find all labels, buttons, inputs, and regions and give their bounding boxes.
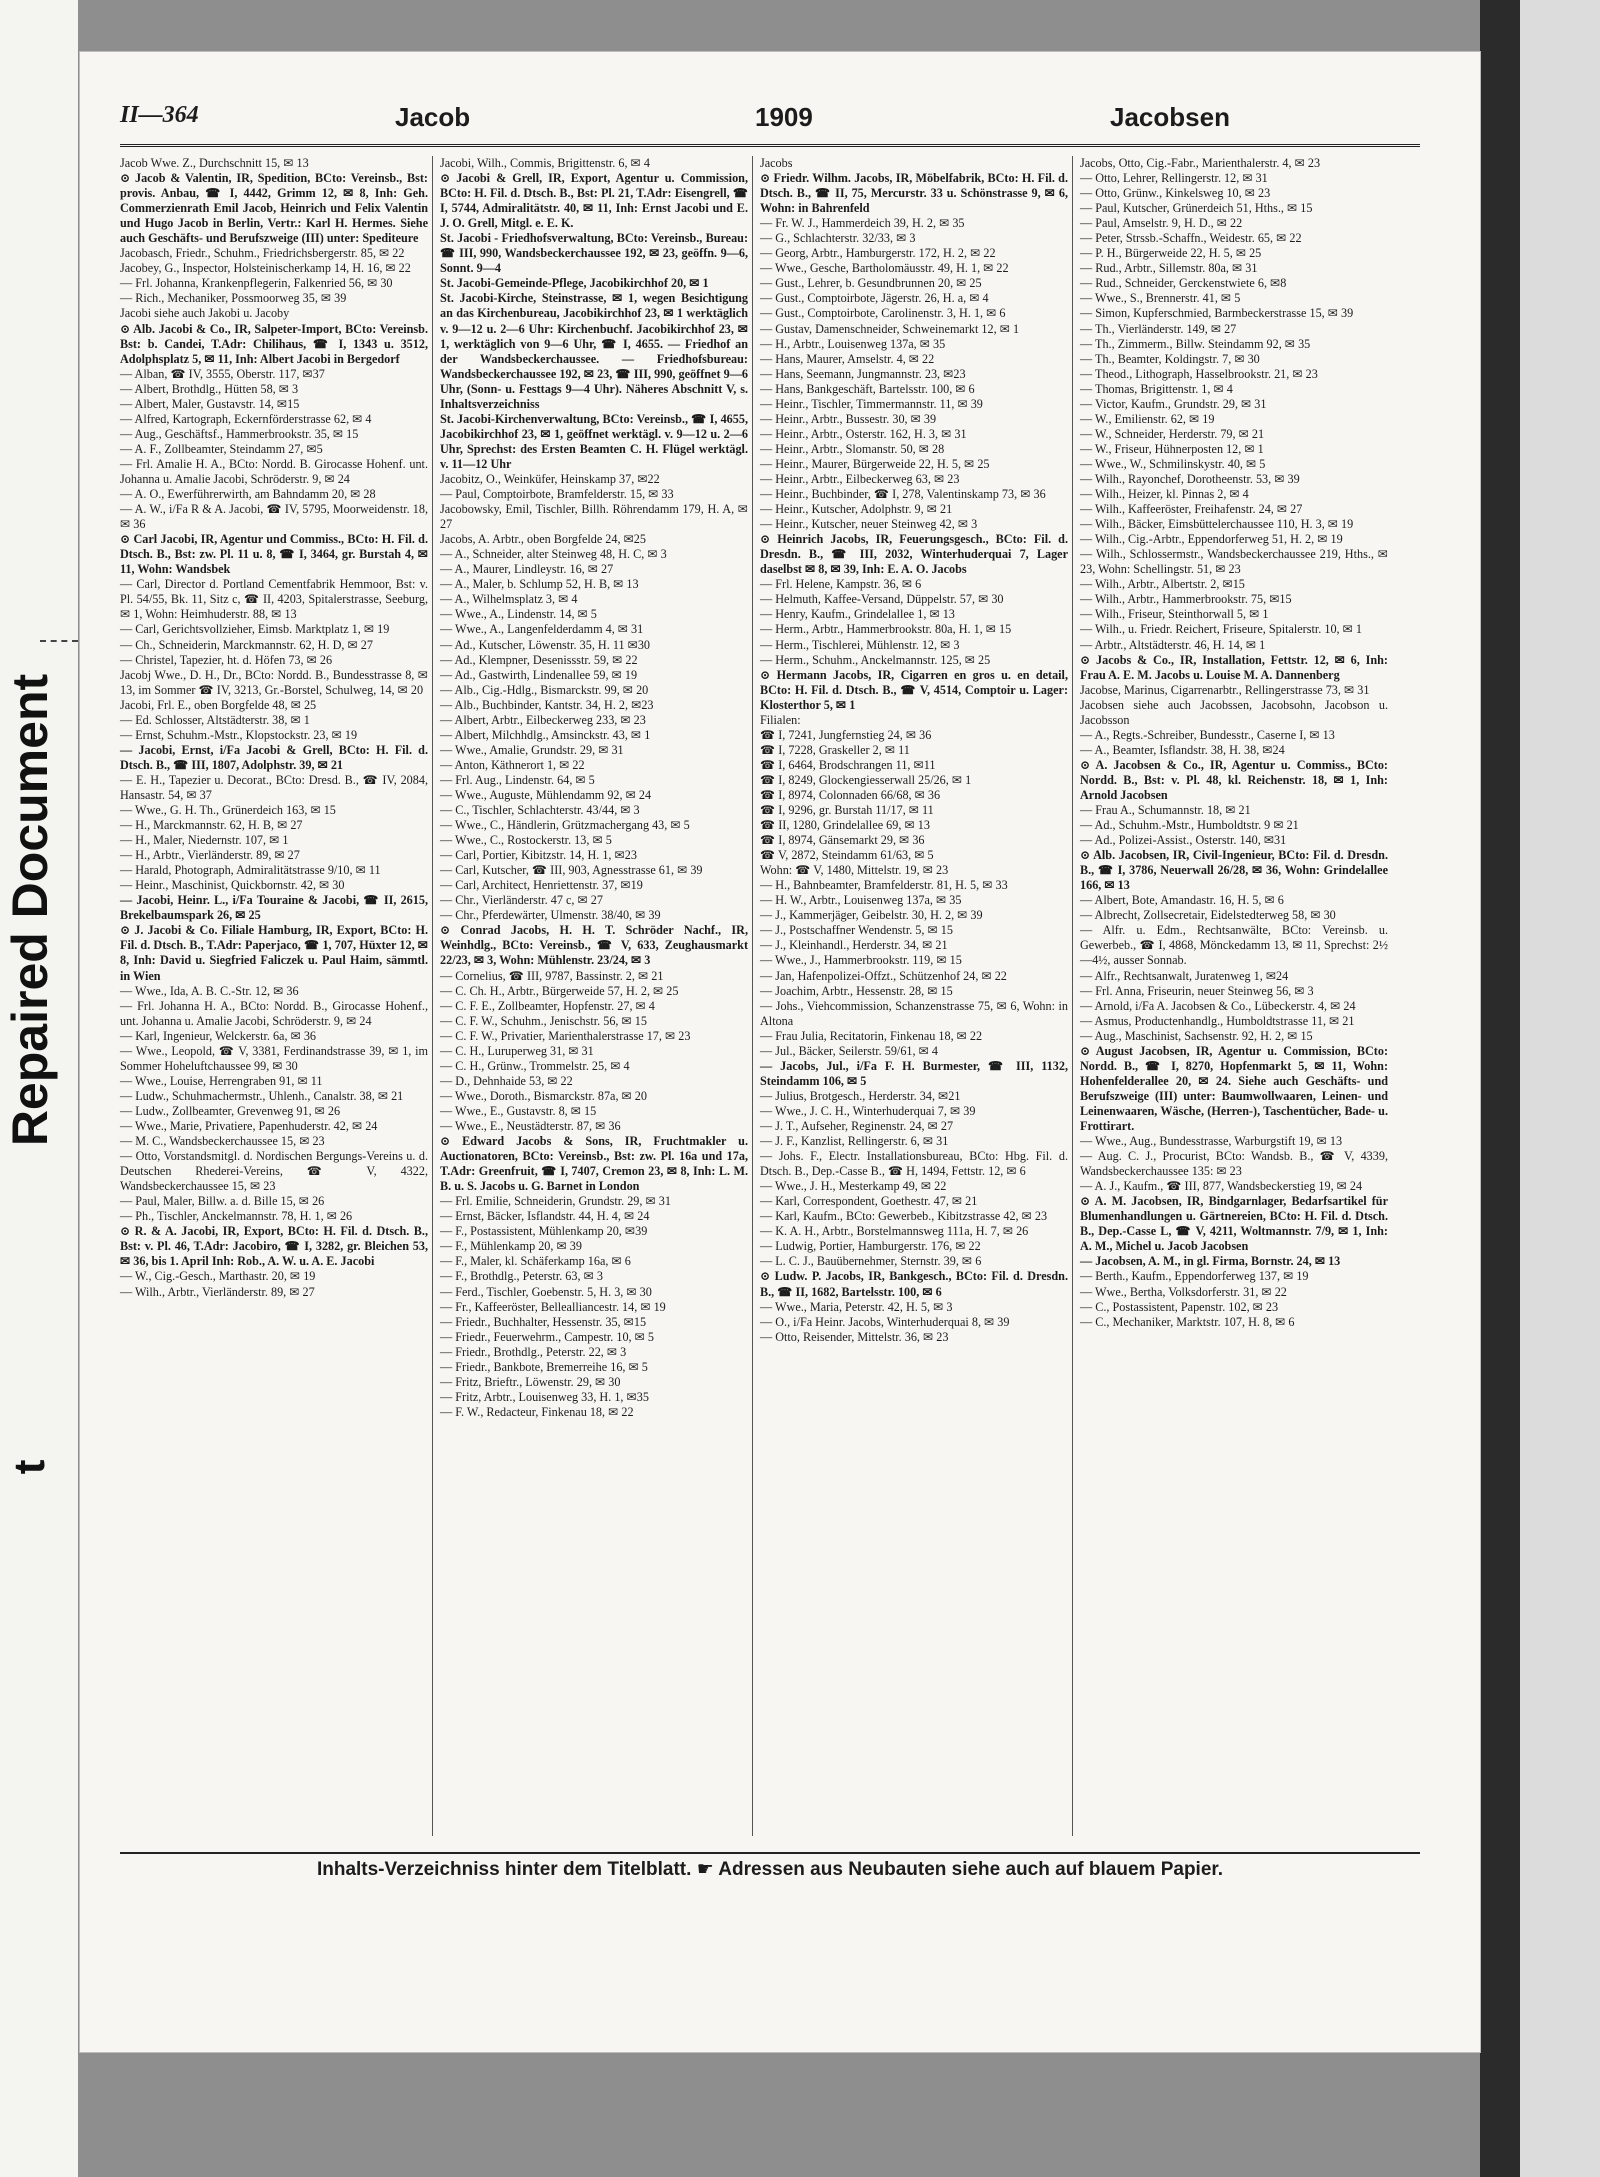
directory-entry: — O., i/Fa Heinr. Jacobs, Winterhuderquai 8, ✉ 39 xyxy=(760,1314,1010,1329)
directory-entry: — Aug., Maschinist, Sachsenstr. 92, H. 2, ✉ 15 xyxy=(1080,1028,1313,1043)
directory-entry: — Ernst, Bäcker, Isflandstr. 44, H. 4, ✉ 24 xyxy=(440,1209,650,1224)
directory-entry: — F., Brothdlg., Peterstr. 63, ✉ 3 xyxy=(440,1269,603,1284)
directory-entry: — Jacobs, Jul., i/Fa F. H. Burmester, ☎ III, 1132, Steindamm 106, ✉ 5 xyxy=(760,1058,1068,1088)
directory-entry: — Heinr., Arbtr., Osterstr. 162, H. 3, ✉ 31 xyxy=(760,426,967,441)
directory-entry: — Hans, Maurer, Amselstr. 4, ✉ 22 xyxy=(760,351,935,366)
directory-entry: Jacob Wwe. Z., Durchschnitt 15, ✉ 13 xyxy=(120,156,309,170)
directory-entry: — Fr., Kaffeeröster, Bellealliancestr. 14, ✉ 19 xyxy=(440,1299,666,1314)
directory-entry: — Wilh., Arbtr., Vierländerstr. 89, ✉ 27 xyxy=(120,1284,315,1299)
directory-entry: ⊙ August Jacobsen, IR, Agentur u. Commission, BCto: Nordd. B., ☎ I, 8270, Hopfenmarkt 5, ✉ 11, Wohn: Hohenfelderallee 20, ✉ 24. Siehe auch Geschäfts- und Berufszweige (III) unter: Baumwollwaaren, Leinen- und Leinenwaaren, Wäsche, (Herren-), Taschentücher, Bade- u. Frottirart. xyxy=(1080,1043,1388,1133)
directory-entry: — C. F. W., Privatier, Marienthalerstrasse 17, ✉ 23 xyxy=(440,1028,691,1043)
directory-entry: — C., Mechaniker, Marktstr. 107, H. 8, ✉ 6 xyxy=(1080,1314,1295,1329)
directory-entry: Jacobitz, O., Weinküfer, Heinskamp 37, ✉22 xyxy=(440,471,660,486)
directory-entry: — M. C., Wandsbeckerchaussee 15, ✉ 23 xyxy=(120,1134,325,1149)
directory-entry: Jacobse, Marinus, Cigarrenarbtr., Rellingerstrasse 73, ✉ 31 xyxy=(1080,682,1370,697)
directory-entry: — J., Kleinhandl., Herderstr. 34, ✉ 21 xyxy=(760,938,948,953)
directory-entry: Jacobs xyxy=(760,156,793,170)
directory-entry: — Ch., Schneiderin, Marckmannstr. 62, H. D, ✉ 27 xyxy=(120,637,373,652)
directory-entry: ☎ V, 2872, Steindamm 61/63, ✉ 5 xyxy=(760,848,934,863)
directory-entry: — Wwe., Amalie, Grundstr. 29, ✉ 31 xyxy=(440,742,624,757)
directory-entry: — J. F., Kanzlist, Rellingerstr. 6, ✉ 31 xyxy=(760,1134,949,1149)
directory-entry: — Ad., Polizei-Assist., Osterstr. 140, ✉31 xyxy=(1080,833,1287,848)
directory-entry: — Wilh., Heizer, kl. Pinnas 2, ✉ 4 xyxy=(1080,487,1249,502)
directory-entry: — Hans, Seemann, Jungmannstr. 23, ✉23 xyxy=(760,366,966,381)
directory-entry: — Wwe., Bertha, Volksdorferstr. 31, ✉ 22 xyxy=(1080,1284,1287,1299)
directory-entry: — Wwe., C., Rostockerstr. 13, ✉ 5 xyxy=(440,833,612,848)
directory-entry: — Wilh., Arbtr., Albertstr. 2, ✉15 xyxy=(1080,577,1245,592)
directory-entry: — Karl, Ingenieur, Welckerstr. 6a, ✉ 36 xyxy=(120,1028,317,1043)
directory-entry: — Wwe., W., Schmilinskystr. 40, ✉ 5 xyxy=(1080,456,1266,471)
directory-entry: — Ph., Tischler, Anckelmannstr. 78, H. 1, ✉ 26 xyxy=(120,1209,353,1224)
directory-entry: — A., Beamter, Isflandstr. 38, H. 38, ✉24 xyxy=(1080,742,1285,757)
directory-entry: — Wwe., Aug., Bundesstrasse, Warburgstift 19, ✉ 13 xyxy=(1080,1134,1343,1149)
directory-entry: — Albrecht, Zollsecretair, Eidelstedterweg 58, ✉ 30 xyxy=(1080,908,1336,923)
directory-entry: — Friedr., Brothdlg., Peterstr. 22, ✉ 3 xyxy=(440,1344,627,1359)
directory-entry: — Heinr., Buchbinder, ☎ I, 278, Valentinskamp 73, ✉ 36 xyxy=(760,487,1046,502)
directory-entry: — A. F., Zollbeamter, Steindamm 27, ✉5 xyxy=(120,441,323,456)
directory-entry: — Gustav, Damenschneider, Schweinemarkt 12, ✉ 1 xyxy=(760,321,1020,336)
directory-entry: ⊙ Carl Jacobi, IR, Agentur und Commiss., BCto: H. Fil. d. Dtsch. B., Bst: zw. Pl. 11 u. 8, ☎ I, 3464, gr. Burstah 4, ✉ 11, Wohn: Wandsbek xyxy=(120,532,428,577)
directory-entry: — Gust., Comptoirbote, Jägerstr. 26, H. a, ✉ 4 xyxy=(760,291,989,306)
directory-entry: — Frl. Amalie H. A., BCto: Nordd. B. Girocasse Hohenf. unt. Johanna u. Amalie Jacobi, Schröderstr. 9, ✉ 24 xyxy=(120,456,428,486)
directory-entry: ⊙ Jacobi & Grell, IR, Export, Agentur u. Commission, BCto: H. Fil. d. Dtsch. B., Bst: Pl. 21, T.Adr: Eisengrell, ☎ I, 5744, Admiralitätstr. 40, ✉ 11, Inh: Ernst Jacobi und E. J. O. Grell, Mitgl. e. E. K. xyxy=(440,171,748,231)
directory-entry: — H., Maler, Niedernstr. 107, ✉ 1 xyxy=(120,833,289,848)
directory-entry: ☎ I, 6464, Brodschrangen 11, ✉11 xyxy=(760,757,936,772)
directory-entry: — Alb., Buchbinder, Kantstr. 34, H. 2, ✉23 xyxy=(440,697,654,712)
directory-entry: — Heinr., Kutscher, Adolphstr. 9, ✉ 21 xyxy=(760,502,953,517)
column-divider xyxy=(752,156,753,1836)
directory-entry: — A. J., Kaufm., ☎ III, 877, Wandsbeckerstieg 19, ✉ 24 xyxy=(1080,1179,1363,1194)
directory-entry: ⊙ Alb. Jacobsen, IR, Civil-Ingenieur, BCto: Fil. d. Dresdn. B., ☎ I, 3786, Neuerwall 26/28, ✉ 36, Wohn: Grindelallee 166, ✉ 13 xyxy=(1080,848,1388,893)
directory-entry: St. Jacobi-Gemeinde-Pflege, Jacobikirchhof 20, ✉ 1 xyxy=(440,276,709,291)
directory-entry: — Th., Beamter, Koldingstr. 7, ✉ 30 xyxy=(1080,351,1260,366)
directory-entry: — Rud., Schneider, Gerckenstwiete 6, ✉8 xyxy=(1080,276,1287,291)
directory-entry: — Wilh., Schlossermstr., Wandsbeckerchaussee 219, Hths., ✉ 23, Wohn: Schellingstr. 51, ✉ 23 xyxy=(1080,547,1388,577)
directory-entry: — Wwe., Marie, Privatiere, Papenhuderstr. 42, ✉ 24 xyxy=(120,1119,378,1133)
directory-entry: Jacobi, Frl. E., oben Borgfelde 48, ✉ 25 xyxy=(120,697,317,712)
directory-entry: — Johs., Viehcommission, Schanzenstrasse 75, ✉ 6, Wohn: in Altona xyxy=(760,998,1068,1028)
directory-entry: — W., Cig.-Gesch., Marthastr. 20, ✉ 19 xyxy=(120,1269,316,1284)
directory-entry: — Ad., Kutscher, Löwenstr. 35, H. 11 ✉30 xyxy=(440,637,651,652)
directory-entry: — Albert, Arbtr., Eilbeckerweg 233, ✉ 23 xyxy=(440,712,646,727)
directory-entry: — Theod., Lithograph, Hasselbrookstr. 21, ✉ 23 xyxy=(1080,366,1318,381)
directory-entry: — Heinr., Tischler, Timmermannstr. 11, ✉ 39 xyxy=(760,396,983,411)
directory-entry: — W., Friseur, Hühnerposten 12, ✉ 1 xyxy=(1080,441,1264,456)
directory-entry: — Frl. Anna, Friseurin, neuer Steinweg 56, ✉ 3 xyxy=(1080,983,1314,998)
directory-entry: — Paul, Maler, Billw. a. d. Bille 15, ✉ 26 xyxy=(120,1194,325,1209)
directory-entry: — Heinr., Arbtr., Eilbeckerweg 63, ✉ 23 xyxy=(760,471,960,486)
directory-entry: — Ernst, Schuhm.-Mstr., Klopstockstr. 23, ✉ 19 xyxy=(120,727,358,742)
directory-entry: — E. H., Tapezier u. Decorat., BCto: Dresd. B., ☎ IV, 2084, Hansastr. 54, ✉ 37 xyxy=(120,772,428,802)
directory-entry: — Wilh., Arbtr., Hammerbrookstr. 75, ✉15 xyxy=(1080,592,1292,607)
directory-entry: ⊙ Jacob & Valentin, IR, Spedition, BCto: Vereinsb., Bst: provis. Anbau, ☎ I, 4442, Grimm 12, ✉ 8, Inh: Geh. Commerzienrath Emil Jacob, Heinrich und Felix Valentin und Hugo Jacob in Berlin, Vertr.: Karl H. Hermes. Siehe auch Geschäfts- und Berufszweige (III) unter: Spediteure xyxy=(120,171,428,246)
directory-entry: — Ludw., Zollbeamter, Grevenweg 91, ✉ 26 xyxy=(120,1103,341,1118)
page-header xyxy=(120,102,1420,142)
directory-entry: — Wwe., A., Langenfelderdamm 4, ✉ 31 xyxy=(440,622,644,637)
directory-entry: ⊙ Alb. Jacobi & Co., IR, Salpeter-Import, BCto: Vereinsb. Bst: b. Candei, T.Adr: Chilihaus, ☎ I, 1343 u. 3512, Adolphsplatz 5, ✉ 11, Inh: Albert Jacobi in Bergedorf xyxy=(120,321,428,366)
directory-entry: — Carl, Gerichtsvollzieher, Eimsb. Marktplatz 1, ✉ 19 xyxy=(120,622,390,637)
directory-entry: ⊙ J. Jacobi & Co. Filiale Hamburg, IR, Export, BCto: H. Fil. d. Dtsch. B., T.Adr: Paperjaco, ☎ 1, 707, Hüxter 12, ✉ 8, Inh: David u. Siegfried Faliczek u. Paul Haim, sämmtl. in Wien xyxy=(120,923,428,983)
scan-margin-right xyxy=(1520,0,1600,2177)
directory-entry: — Frl. Johanna H. A., BCto: Nordd. B., Girocasse Hohenf., unt. Johanna u. Amalie Jacobi, Schröderstr. 9, ✉ 24 xyxy=(120,998,428,1028)
directory-entry: — Gust., Comptoirbote, Carolinenstr. 3, H. 1, ✉ 6 xyxy=(760,306,1006,321)
directory-entry: — A., Wilhelmsplatz 3, ✉ 4 xyxy=(440,592,578,607)
directory-entry: — Jan, Hafenpolizei-Offzt., Schützenhof 24, ✉ 22 xyxy=(760,968,1007,983)
directory-entry: — Otto, Grünw., Kinkelsweg 10, ✉ 23 xyxy=(1080,186,1271,201)
directory-entry: — F., Maler, kl. Schäferkamp 16a, ✉ 6 xyxy=(440,1254,631,1269)
directory-entry: — Heinr., Maurer, Bürgerweide 22, H. 5, ✉ 25 xyxy=(760,456,990,471)
directory-entry: Jacobi siehe auch Jakobi u. Jacoby xyxy=(120,306,290,321)
directory-entry: — Jacobi, Heinr. L., i/Fa Touraine & Jacobi, ☎ II, 2615, Brekelbaumspark 26, ✉ 25 xyxy=(120,893,428,923)
directory-entry: — Alfr. u. Edm., Rechtsanwälte, BCto: Vereinsb. u. Gewerbeb., ☎ I, 4868, Mönckedamm 13, ✉ 11, Sprechst: 2½—4½, ausser Sonnab. xyxy=(1080,923,1388,968)
directory-entry: — Wwe., Auguste, Mühlendamm 92, ✉ 24 xyxy=(440,787,652,802)
directory-entry: — Fr. W. J., Hammerdeich 39, H. 2, ✉ 35 xyxy=(760,216,965,231)
directory-entry: — Cornelius, ☎ III, 9787, Bassinstr. 2, ✉ 21 xyxy=(440,968,664,983)
directory-entry: ⊙ R. & A. Jacobi, IR, Export, BCto: H. Fil. d. Dtsch. B., Bst: v. Pl. 46, T.Adr: Jacobiro, ☎ I, 3282, gr. Bleichen 53, ✉ 36, bis 1. April Inh: Rob., A. W. u. A. E. Jacobi xyxy=(120,1224,428,1269)
directory-entry: — D., Dehnhaide 53, ✉ 22 xyxy=(440,1073,573,1088)
directory-entry: — K. A. H., Arbtr., Borstelmannsweg 111a, H. 7, ✉ 26 xyxy=(760,1224,1029,1239)
directory-entry: — H., Bahnbeamter, Bramfelderstr. 81, H. 5, ✉ 33 xyxy=(760,878,1008,893)
directory-entry: — L. C. J., Bauübernehmer, Sternstr. 39, ✉ 6 xyxy=(760,1254,982,1269)
cut-line xyxy=(40,640,78,642)
directory-entry: — Frl. Helene, Kampstr. 36, ✉ 6 xyxy=(760,577,922,592)
directory-entry: — Julius, Brotgesch., Herderstr. 34, ✉21 xyxy=(760,1088,961,1103)
directory-entry: Jacobs, A. Arbtr., oben Borgfelde 24, ✉25 xyxy=(440,532,646,547)
directory-entry: — Paul, Amselstr. 9, H. D., ✉ 22 xyxy=(1080,216,1243,231)
directory-entry: ⊙ Conrad Jacobs, H. H. T. Schröder Nachf., IR, Weinhdlg., BCto: Vereinsb., ☎ V, 633, Zeughausmarkt 22/23, ✉ 3, Wohn: Mühlenstr. 23/24, ✉ 3 xyxy=(440,923,748,968)
directory-entry: — C. H., Luruperweg 31, ✉ 31 xyxy=(440,1043,594,1058)
directory-entry: — Wilh., Rayonchef, Dorotheenstr. 53, ✉ 39 xyxy=(1080,471,1300,486)
directory-entry: — Otto, Lehrer, Rellingerstr. 12, ✉ 31 xyxy=(1080,171,1268,186)
directory-entry: — W., Emilienstr. 62, ✉ 19 xyxy=(1080,411,1215,426)
directory-page xyxy=(80,52,1480,2052)
directory-entry: Filialen: xyxy=(760,712,801,727)
directory-entry: ⊙ A. Jacobsen & Co., IR, Agentur u. Commiss., BCto: Nordd. B., Bst: v. Pl. 48, kl. Reichenstr. 18, ✉ 1, Inh: Arnold Jacobsen xyxy=(1080,757,1388,802)
directory-entry: — C. F. E., Zollbeamter, Hopfenstr. 27, ✉ 4 xyxy=(440,998,655,1013)
directory-entry: — Friedr., Bankbote, Bremerreihe 16, ✉ 5 xyxy=(440,1359,648,1374)
directory-entry: — H., Marckmannstr. 62, H. B, ✉ 27 xyxy=(120,818,303,833)
directory-entry: — Th., Vierländerstr. 149, ✉ 27 xyxy=(1080,321,1237,336)
directory-entry: — Wwe., E., Gustavstr. 8, ✉ 15 xyxy=(440,1103,597,1118)
directory-entry: — Wwe., G. H. Th., Grünerdeich 163, ✉ 15 xyxy=(120,803,336,818)
directory-entry: — A. W., i/Fa R & A. Jacobi, ☎ IV, 5795, Moorweidenstr. 18, ✉ 36 xyxy=(120,502,428,532)
directory-entry: — Karl, Correspondent, Goethestr. 47, ✉ 21 xyxy=(760,1194,978,1209)
directory-entry: — Alban, ☎ IV, 3555, Oberstr. 117, ✉37 xyxy=(120,366,325,381)
directory-entry: Jacobsen siehe auch Jacobssen, Jacobsohn, Jacobson u. Jacobsson xyxy=(1080,697,1388,727)
directory-entry: — Berth., Kaufm., Eppendorferweg 137, ✉ 19 xyxy=(1080,1269,1309,1284)
directory-entry: ☎ I, 7228, Graskeller 2, ✉ 11 xyxy=(760,742,910,757)
directory-entry: — Fritz, Brieftr., Löwenstr. 29, ✉ 30 xyxy=(440,1374,621,1389)
directory-entry: — Chr., Pferdewärter, Ulmenstr. 38/40, ✉ 39 xyxy=(440,908,661,923)
directory-entry: — J., Kammerjäger, Geibelstr. 30, H. 2, ✉ 39 xyxy=(760,908,983,923)
directory-entry: — Carl, Architect, Henriettenstr. 37, ✉19 xyxy=(440,878,643,893)
directory-entry: — Wwe., Doroth., Bismarckstr. 87a, ✉ 20 xyxy=(440,1088,647,1103)
directory-entry: St. Jacobi-Kirchenverwaltung, BCto: Vereinsb., ☎ I, 4655, Jacobikirchhof 23, ✉ 1, geöffnet werktägl. v. 9—12 u. 2—6 Uhr, Sprechst: des Ersten Beamten C. H. Flügel werktägl. v. 11—12 Uhr xyxy=(440,411,748,471)
column-2 xyxy=(440,156,748,1420)
directory-entry: — A., Maurer, Lindleystr. 16, ✉ 27 xyxy=(440,562,614,577)
directory-entry: — Wilh., Cig.-Arbtr., Eppendorferweg 51, H. 2, ✉ 19 xyxy=(1080,532,1343,547)
directory-entry: — A. O., Ewerführerwirth, am Bahndamm 20, ✉ 28 xyxy=(120,487,376,502)
directory-entry: — Peter, Strssb.-Schaffn., Weidestr. 65, ✉ 22 xyxy=(1080,231,1302,246)
header-right-word: Jacobsen xyxy=(1110,102,1230,132)
directory-entry: — Aug., Geschäftsf., Hammerbrookstr. 35, ✉ 15 xyxy=(120,426,359,441)
directory-entry: — Carl, Portier, Kibitzstr. 14, H. 1, ✉23 xyxy=(440,848,637,863)
directory-entry: — Wilh., Bäcker, Eimsbüttelerchaussee 110, H. 3, ✉ 19 xyxy=(1080,517,1354,532)
directory-entry: — Heinr., Maschinist, Quickbornstr. 42, ✉ 30 xyxy=(120,878,345,893)
directory-entry: St. Jacobi-Kirche, Steinstrasse, ✉ 1, wegen Besichtigung an das Kirchenbureau, Jacobikirchhof 23, ✉ 1 werktäglich v. 9—12 u. 2—6 Uhr: Kirchenbuchf. Jacobikirchhof 23, ✉ 1, werktäglich von 9—6 Uhr, ☎ I, 4655. — Friedhof an der Wandsbeckerchaussee. — Friedhofsbureau: Wandsbeckerchaussee 192, ✉ 23, ☎ III, 990, geöffnet 9—6 Uhr, (Sonn- u. Festtags 9—4 Uhr). Näheres Abschnitt V, s. Inhaltsverzeichniss xyxy=(440,291,748,411)
directory-entry: — Wwe., S., Brennerstr. 41, ✉ 5 xyxy=(1080,291,1241,306)
directory-entry: — Joachim, Arbtr., Hessenstr. 28, ✉ 15 xyxy=(760,983,953,998)
directory-entry: — Wwe., E., Neustädterstr. 87, ✉ 36 xyxy=(440,1119,621,1133)
directory-entry: — Gust., Lehrer, b. Gesundbrunnen 20, ✉ 25 xyxy=(760,276,982,291)
directory-entry: — H., Arbtr., Louisenweg 137a, ✉ 35 xyxy=(760,336,946,351)
directory-entry: — Ad., Klempner, Desenissstr. 59, ✉ 22 xyxy=(440,652,638,667)
directory-entry: — Friedr., Buchhalter, Hessenstr. 35, ✉15 xyxy=(440,1314,647,1329)
directory-entry: ☎ I, 8974, Colonnaden 66/68, ✉ 36 xyxy=(760,787,941,802)
scan-gutter xyxy=(1480,0,1520,2177)
directory-entry: — Otto, Vorstandsmitgl. d. Nordischen Bergungs-Vereins u. d. Deutschen Rhederei-Vereins, ☎ V, 4322, Wandsbeckerchaussee 15, ✉ 23 xyxy=(120,1149,428,1194)
column-3 xyxy=(760,156,1068,1345)
directory-entry: — Alb., Cig.-Hdlg., Bismarckstr. 99, ✉ 20 xyxy=(440,682,649,697)
directory-entry: — Georg, Arbtr., Hamburgerstr. 172, H. 2, ✉ 22 xyxy=(760,246,996,261)
directory-entry: — Victor, Kaufm., Grundstr. 29, ✉ 31 xyxy=(1080,396,1267,411)
directory-entry: — Fritz, Arbtr., Louisenweg 33, H. 1, ✉35 xyxy=(440,1389,649,1404)
directory-entry: — A., Schneider, alter Steinweg 48, H. C, ✉ 3 xyxy=(440,547,667,562)
directory-entry: — Chr., Vierländerstr. 47 c, ✉ 27 xyxy=(440,893,603,908)
page-footer: Inhalts-Verzeichniss hinter dem Titelblatt. ☛ Adressen aus Neubauten siehe auch auf blauem Papier. xyxy=(120,1852,1420,1881)
header-left-word: Jacob xyxy=(395,102,471,132)
directory-entry: — Herm., Schuhm., Anckelmannstr. 125, ✉ 25 xyxy=(760,652,991,667)
directory-entry: — Asmus, Productenhandlg., Humboldtstrasse 11, ✉ 21 xyxy=(1080,1013,1355,1028)
directory-entry: — Frl. Johanna, Krankenpflegerin, Falkenried 56, ✉ 30 xyxy=(120,276,393,291)
directory-entry: — H., Arbtr., Vierländerstr. 89, ✉ 27 xyxy=(120,848,300,863)
directory-entry: — Wilh., Friseur, Steinthorwall 5, ✉ 1 xyxy=(1080,607,1269,622)
directory-entry: — Wilh., Kaffeeröster, Freihafenstr. 24, ✉ 27 xyxy=(1080,502,1303,517)
directory-entry: — Wwe., Gesche, Bartholomäusstr. 49, H. 1, ✉ 22 xyxy=(760,261,1009,276)
directory-entry: — P. H., Bürgerweide 22, H. 5, ✉ 25 xyxy=(1080,246,1262,261)
directory-entry: — Ludwig, Portier, Hamburgerstr. 176, ✉ 22 xyxy=(760,1239,981,1254)
directory-entry: — Wwe., J. H., Mesterkamp 49, ✉ 22 xyxy=(760,1179,947,1194)
directory-entry: Jacobey, G., Inspector, Holsteinischerkamp 14, H. 16, ✉ 22 xyxy=(120,261,411,276)
directory-entry: — Heinr., Kutscher, neuer Steinweg 42, ✉ 3 xyxy=(760,517,978,532)
directory-entry: — Thomas, Brigittenstr. 1, ✉ 4 xyxy=(1080,381,1233,396)
directory-entry: — Jacobsen, A. M., in gl. Firma, Bornstr. 24, ✉ 13 xyxy=(1080,1254,1341,1269)
directory-entry: — Otto, Reisender, Mittelstr. 36, ✉ 23 xyxy=(760,1329,949,1344)
directory-entry: — Karl, Kaufm., BCto: Gewerbeb., Kibitzstrasse 42, ✉ 23 xyxy=(760,1209,1048,1224)
directory-entry: — Albert, Brothdlg., Hütten 58, ✉ 3 xyxy=(120,381,299,396)
directory-entry: — Wwe., J., Hammerbrookstr. 119, ✉ 15 xyxy=(760,953,962,968)
directory-entry: — F. W., Redacteur, Finkenau 18, ✉ 22 xyxy=(440,1404,634,1419)
directory-entry: Jacobi, Wilh., Commis, Brigittenstr. 6, ✉ 4 xyxy=(440,156,650,170)
directory-entry: — Frau A., Schumannstr. 18, ✉ 21 xyxy=(1080,803,1251,818)
directory-entry: — Friedr., Feuerwehrm., Campestr. 10, ✉ 5 xyxy=(440,1329,654,1344)
directory-entry: — Carl, Director d. Portland Cementfabrik Hemmoor, Bst: v. Pl. 54/55, Bk. 11, Sitz c, ☎ II, 4203, Spitalerstrasse, Seeburg, ✉ 1, Wohn: Heimhuderstr. 88, ✉ 13 xyxy=(120,577,428,622)
directory-entry: — J., Postschaffner Wendenstr. 5, ✉ 15 xyxy=(760,923,953,938)
directory-entry: Jacobj Wwe., D. H., Dr., BCto: Nordd. B., Bundesstrasse 8, ✉ 13, im Sommer ☎ IV, 3213, Gr.-Borstel, Schulweg, 14, ✉ 20 xyxy=(120,667,428,697)
directory-entry: — Alfr., Rechtsanwalt, Juratenweg 1, ✉24 xyxy=(1080,968,1289,983)
directory-entry: — Jacobi, Ernst, i/Fa Jacobi & Grell, BCto: H. Fil. d. Dtsch. B., ☎ III, 1807, Adolphstr. 39, ✉ 21 xyxy=(120,742,428,772)
directory-entry: — Herm., Arbtr., Hammerbrookstr. 80a, H. 1, ✉ 15 xyxy=(760,622,1012,637)
directory-entry: — J. T., Aufseher, Reginenstr. 24, ✉ 27 xyxy=(760,1119,954,1133)
directory-entry: — C., Postassistent, Papenstr. 102, ✉ 23 xyxy=(1080,1299,1279,1314)
directory-entry: — Jul., Bäcker, Seilerstr. 59/61, ✉ 4 xyxy=(760,1043,938,1058)
directory-entry: — Harald, Photograph, Admiralitätstrasse 9/10, ✉ 11 xyxy=(120,863,381,878)
directory-entry: — Albert, Maler, Gustavstr. 14, ✉15 xyxy=(120,396,300,411)
directory-entry: — Wwe., A., Lindenstr. 14, ✉ 5 xyxy=(440,607,597,622)
directory-entry: — A., Regts.-Schreiber, Bundesstr., Caserne I, ✉ 13 xyxy=(1080,727,1335,742)
directory-entry: — Arnold, i/Fa A. Jacobsen & Co., Lübeckerstr. 4, ✉ 24 xyxy=(1080,998,1356,1013)
directory-entry: — Albert, Milchhdlg., Amsinckstr. 43, ✉ 1 xyxy=(440,727,651,742)
directory-entry: — C. H., Grünw., Trommelstr. 25, ✉ 4 xyxy=(440,1058,630,1073)
directory-entry: — Simon, Kupferschmied, Barmbeckerstrasse 15, ✉ 39 xyxy=(1080,306,1354,321)
column-1 xyxy=(120,156,428,1300)
directory-entry: — Ludw., Schuhmachermstr., Uhlenh., Canalstr. 38, ✉ 21 xyxy=(120,1088,404,1103)
repaired-document-stamp: Repaired Document xyxy=(2,673,58,1147)
directory-entry: — Helmuth, Kaffee-Versand, Düppelstr. 57, ✉ 30 xyxy=(760,592,1004,607)
column-divider xyxy=(1072,156,1073,1836)
directory-entry: — Herm., Tischlerei, Mühlenstr. 12, ✉ 3 xyxy=(760,637,960,652)
directory-entry: — C. Ch. H., Arbtr., Bürgerweide 57, H. 2, ✉ 25 xyxy=(440,983,679,998)
header-rule xyxy=(120,144,1420,147)
directory-entry: — Albert, Bote, Amandastr. 16, H. 5, ✉ 6 xyxy=(1080,893,1284,908)
directory-entry: — Heinr., Arbtr., Slomanstr. 50, ✉ 28 xyxy=(760,441,945,456)
directory-entry: ☎ I, 9296, gr. Burstah 11/17, ✉ 11 xyxy=(760,803,934,818)
directory-entry: — Aug. C. J., Procurist, BCto: Wandsb. B., ☎ V, 4339, Wandsbeckerchaussee 135: ✉ 23 xyxy=(1080,1149,1388,1179)
directory-entry: — Wwe., C., Händlerin, Grützmachergang 43, ✉ 5 xyxy=(440,818,690,833)
directory-entry: — Arbtr., Altstädterstr. 46, H. 14, ✉ 1 xyxy=(1080,637,1266,652)
directory-entry: St. Jacobi - Friedhofsverwaltung, BCto: Vereinsb., Bureau: ☎ III, 990, Wandsbeckerchaussee 192, ✉ 23, geöffn. 9—6, Sonnt. 9—4 xyxy=(440,231,748,276)
directory-entry: — Wwe., J. C. H., Winterhuderquai 7, ✉ 39 xyxy=(760,1103,976,1118)
directory-entry: — Frl. Aug., Lindenstr. 64, ✉ 5 xyxy=(440,772,595,787)
directory-entry: — Wwe., Ida, A. B. C.-Str. 12, ✉ 36 xyxy=(120,983,299,998)
directory-entry: ⊙ Jacobs & Co., IR, Installation, Fettstr. 12, ✉ 6, Inh: Frau A. E. M. Jacobs u. Louise M. A. Dannenberg xyxy=(1080,652,1388,682)
directory-entry: — Ferd., Tischler, Goebenstr. 5, H. 3, ✉ 30 xyxy=(440,1284,652,1299)
directory-entry: Jacobasch, Friedr., Schuhm., Friedrichsbergerstr. 85, ✉ 22 xyxy=(120,246,405,261)
directory-entry: ⊙ A. M. Jacobsen, IR, Bindgarnlager, Bedarfsartikel für Blumenhandlungen u. Gärtnereien, BCto: H. Fil. d. Dtsch. B., Dep.-Casse L, ☎ V, 4211, Woltmannstr. 7/9, ✉ 1, Inh: A. M., Michel u. Jacob Jacobsen xyxy=(1080,1194,1388,1254)
directory-entry: — Heinr., Arbtr., Bussestr. 30, ✉ 39 xyxy=(760,411,937,426)
directory-entry: ☎ I, 8249, Glockengiesserwall 25/26, ✉ 1 xyxy=(760,772,972,787)
directory-entry: — C. F. W., Schuhm., Jenischstr. 56, ✉ 15 xyxy=(440,1013,647,1028)
directory-entry: — Johs. F., Electr. Installationsbureau, BCto: Hbg. Fil. d. Dtsch. B., Dep.-Casse B., ☎ H, 1494, Fettstr. 12, ✉ 6 xyxy=(760,1149,1068,1179)
directory-entry: — Wilh., u. Friedr. Reichert, Friseure, Spitalerstr. 10, ✉ 1 xyxy=(1080,622,1362,637)
directory-entry: — W., Schneider, Herderstr. 79, ✉ 21 xyxy=(1080,426,1265,441)
column-4 xyxy=(1080,156,1388,1330)
column-divider xyxy=(432,156,433,1836)
directory-entry: — Th., Zimmerm., Billw. Steindamm 92, ✉ 35 xyxy=(1080,336,1311,351)
directory-entry: — Paul, Kutscher, Grünerdeich 51, Hths., ✉ 15 xyxy=(1080,201,1313,216)
directory-entry: — Alfred, Kartograph, Eckernförderstrasse 62, ✉ 4 xyxy=(120,411,372,426)
directory-entry: — Rud., Arbtr., Sillemstr. 80a, ✉ 31 xyxy=(1080,261,1258,276)
directory-entry: — C., Tischler, Schlachterstr. 43/44, ✉ 3 xyxy=(440,803,640,818)
directory-entry: — F., Mühlenkamp 20, ✉ 39 xyxy=(440,1239,582,1254)
directory-entry: — Henry, Kaufm., Grindelallee 1, ✉ 13 xyxy=(760,607,955,622)
directory-entry: — Wwe., Louise, Herrengraben 91, ✉ 11 xyxy=(120,1073,323,1088)
directory-entry: ⊙ Hermann Jacobs, IR, Cigarren en gros u. en detail, BCto: H. Fil. d. Dtsch. B., ☎ V, 4514, Comptoir u. Lager: Klosterthor 5, ✉ 1 xyxy=(760,667,1068,712)
directory-entry: — Ad., Gastwirth, Lindenallee 59, ✉ 19 xyxy=(440,667,638,682)
directory-entry: — Carl, Kutscher, ☎ III, 903, Agnesstrasse 61, ✉ 39 xyxy=(440,863,703,878)
directory-entry: — F., Postassistent, Mühlenkamp 20, ✉39 xyxy=(440,1224,648,1239)
directory-entry: — Anton, Käthnerort 1, ✉ 22 xyxy=(440,757,585,772)
directory-entry: ⊙ Heinrich Jacobs, IR, Feuerungsgesch., BCto: Fil. d. Dresdn. B., ☎ III, 2032, Winterhuderquai 7, Lager daselbst ✉ 8, ✉ 39, Inh: E. A. O. Jacobs xyxy=(760,532,1068,577)
directory-entry: — Ad., Schuhm.-Mstr., Humboldtstr. 9 ✉ 21 xyxy=(1080,818,1299,833)
directory-entry: — Frau Julia, Recitatorin, Finkenau 18, ✉ 22 xyxy=(760,1028,983,1043)
directory-entry: — Rich., Mechaniker, Possmoorweg 35, ✉ 39 xyxy=(120,291,347,306)
directory-entry: ⊙ Edward Jacobs & Sons, IR, Fruchtmakler u. Auctionatoren, BCto: Vereinsb., Bst: zw. Pl. 16a und 17a, T.Adr: Greenfruit, ☎ I, 7407, Cremon 23, ✉ 8, Inh: L. M. B. u. S. Jacobs u. G. Barnet in London xyxy=(440,1134,748,1194)
directory-entry: — Wwe., Leopold, ☎ V, 3381, Ferdinandstrasse 39, ✉ 1, im Sommer Hoheluftchaussee 99, ✉ 30 xyxy=(120,1043,428,1073)
directory-entry: ⊙ Friedr. Wilhm. Jacobs, IR, Möbelfabrik, BCto: H. Fil. d. Dtsch. B., ☎ II, 75, Mercurstr. 33 u. Schönstrasse 9, ✉ 6, Wohn: in Bahrenfeld xyxy=(760,171,1068,216)
directory-entry: — H. W., Arbtr., Louisenweg 137a, ✉ 35 xyxy=(760,893,962,908)
directory-entry: — Ed. Schlosser, Altstädterstr. 38, ✉ 1 xyxy=(120,712,310,727)
directory-entry: — A., Maler, b. Schlump 52, H. B, ✉ 13 xyxy=(440,577,639,592)
directory-entry: Wohn: ☎ V, 1480, Mittelstr. 19, ✉ 23 xyxy=(760,863,949,878)
page-number: II—364 xyxy=(120,102,199,128)
directory-entry: — Paul, Comptoirbote, Bramfelderstr. 15, ✉ 33 xyxy=(440,487,674,502)
directory-entry: ⊙ Ludw. P. Jacobs, IR, Bankgesch., BCto: Fil. d. Dresdn. B., ☎ II, 1682, Bartelsstr. 100, ✉ 6 xyxy=(760,1269,1068,1299)
directory-entry: — Frl. Emilie, Schneiderin, Grundstr. 29, ✉ 31 xyxy=(440,1194,671,1209)
directory-entry: — Wwe., Maria, Peterstr. 42, H. 5, ✉ 3 xyxy=(760,1299,953,1314)
header-year: 1909 xyxy=(755,102,813,132)
directory-entry: ☎ I, 8974, Gänsemarkt 29, ✉ 36 xyxy=(760,833,925,848)
directory-entry: Jacobs, Otto, Cig.-Fabr., Marienthalerstr. 4, ✉ 23 xyxy=(1080,156,1321,170)
directory-entry: — Hans, Bankgeschäft, Bartelsstr. 100, ✉ 6 xyxy=(760,381,975,396)
directory-entry: Jacobowsky, Emil, Tischler, Billh. Röhrendamm 179, H. A, ✉ 27 xyxy=(440,502,748,532)
directory-entry: — Christel, Tapezier, ht. d. Höfen 73, ✉ 26 xyxy=(120,652,333,667)
directory-entry: ☎ I, 7241, Jungfernstieg 24, ✉ 36 xyxy=(760,727,932,742)
directory-entry: — G., Schlachterstr. 32/33, ✉ 3 xyxy=(760,231,916,246)
directory-entry: ☎ II, 1280, Grindelallee 69, ✉ 13 xyxy=(760,818,930,833)
